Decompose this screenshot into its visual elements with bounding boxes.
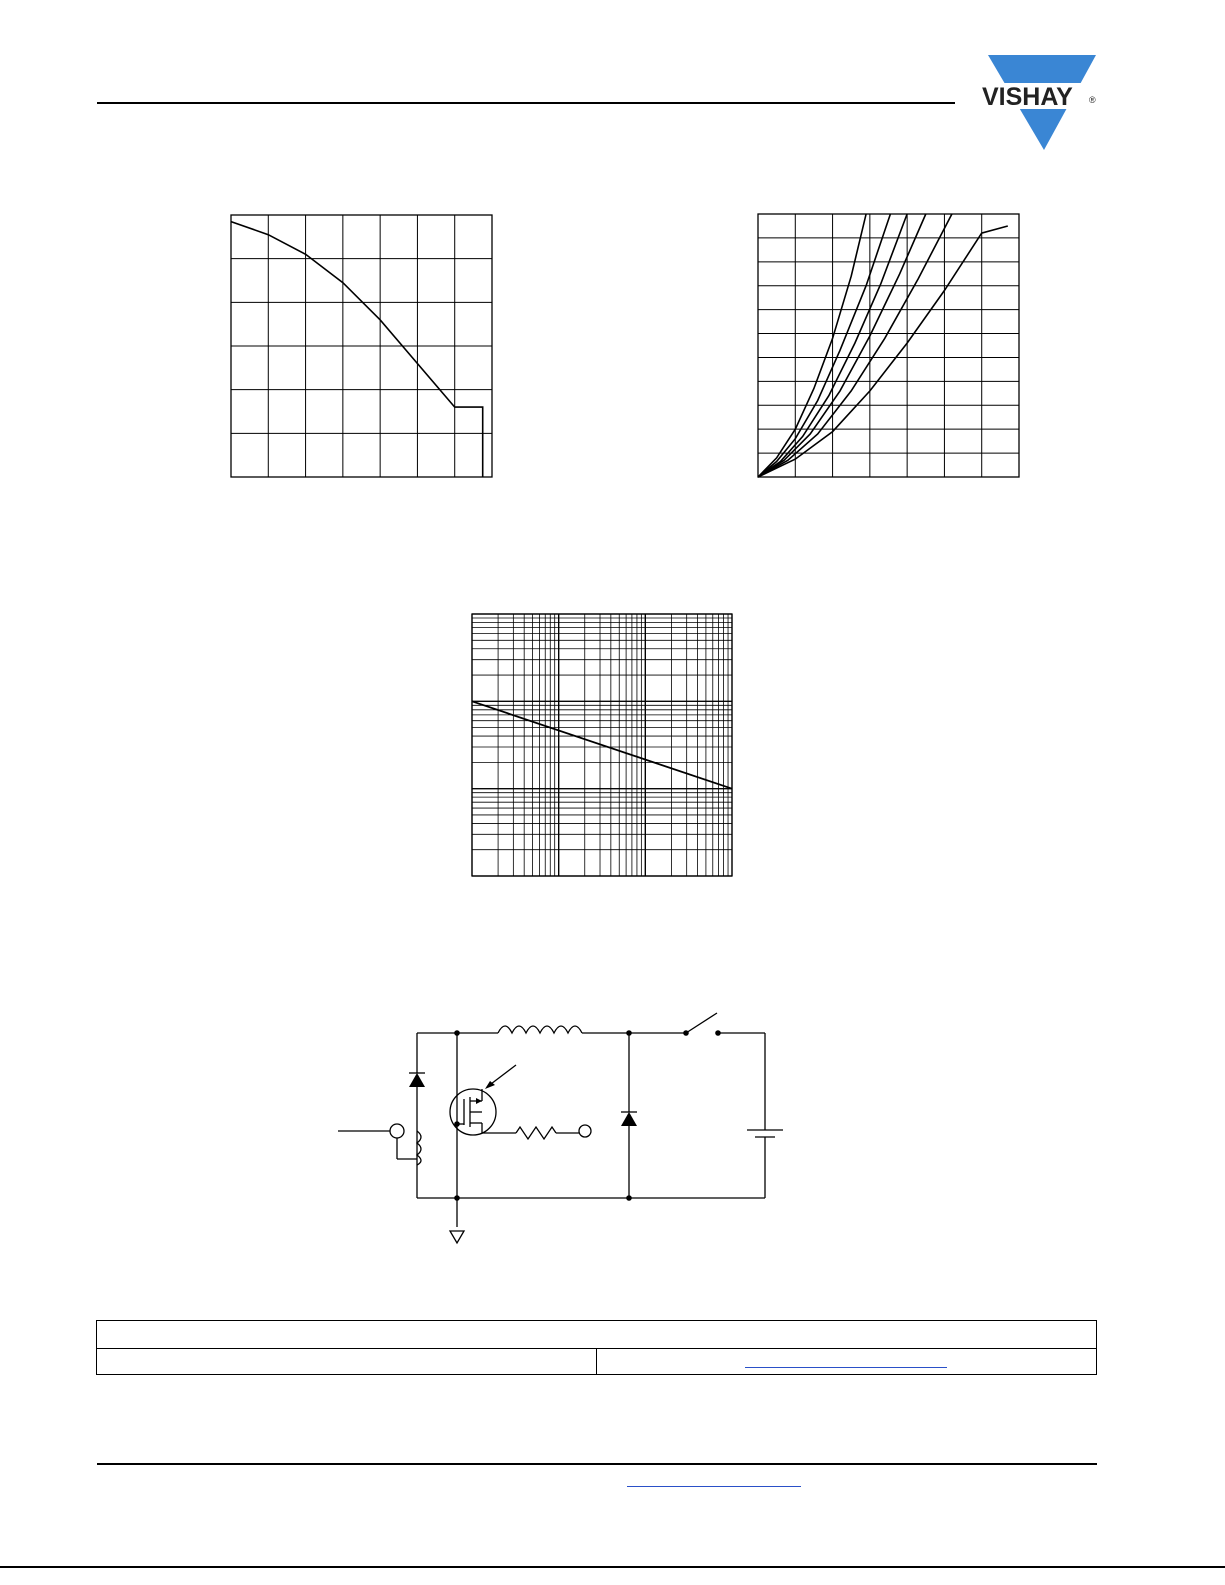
footer-rule (97, 1463, 1097, 1465)
info-link-underline[interactable] (745, 1367, 947, 1368)
chart-multi-curve (758, 214, 1019, 477)
plot-frame (758, 214, 1019, 477)
chart-log-log (472, 614, 732, 876)
info-table-header-row (97, 1321, 1096, 1349)
info-table-cell-right (597, 1349, 1096, 1375)
header-rule (97, 102, 955, 104)
logo-wordmark: VISHAY (982, 83, 1073, 111)
footer-link-underline[interactable] (627, 1486, 801, 1487)
chart-derating-curve (231, 215, 492, 477)
logo-registered-mark: ® (1089, 95, 1096, 105)
info-table (96, 1320, 1097, 1375)
page-bottom-rule (0, 1566, 1225, 1568)
info-table-cell-left (97, 1349, 597, 1375)
vishay-logo (980, 55, 1100, 155)
test-circuit-diagram (330, 1005, 800, 1250)
